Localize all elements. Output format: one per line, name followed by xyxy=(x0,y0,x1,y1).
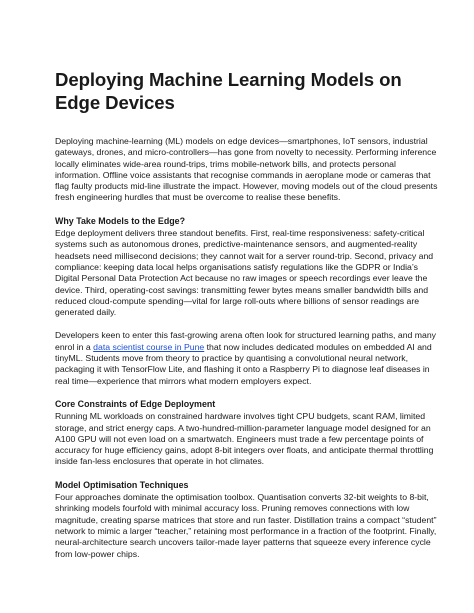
section-body-why-edge: Edge deployment delivers three standout benefits. First, real-time responsiveness: safety-critical systems such as autonomous drones, predictive-maintenance sensors, and augmented-reality headsets need millisecond decisions; they cannot wait for a server round-trip. Second, privacy and compliance: keeping data local helps organisations satisfy regulations like the GDPR or India’s Digital Personal Data Protection Act because no raw images or speech recordings ever leave the device. Third, operating-cost savings: transmitting fewer bytes means smaller bandwidth bills and reduced cloud-compute spending—vital for large roll-outs where billions of sensor readings are generated daily. xyxy=(55,228,434,318)
section-body-optimisation: Four approaches dominate the optimisation toolbox. Quantisation converts 32-bit weights to 8-bit, shrinking models fourfold with minimal accuracy loss. Pruning removes connections with low magnitude, creating sparse matrices that store and run faster. Distillation trains a compact “student” network to mimic a larger “teacher,” retaining most performance in a fraction of the footprint. Finally, neural-architecture search uncovers tailor-made layer patterns that squeeze every inference cycle from low-power chips. xyxy=(55,492,437,559)
developers-text-after: that now includes dedicated modules on embedded AI and tinyML. Students move from theory to practice by quantising a convolutional neural network, packaging it with TensorFlow Lite, and flashing it onto a Raspberry Pi to diagnose leaf diseases in real time—experience that mirrors what modern employers expect. xyxy=(55,341,432,386)
developers-paragraph xyxy=(55,330,438,386)
page-title: Deploying Machine Learning Models on Edge Devices xyxy=(55,69,402,113)
section-heading-constraints: Core Constraints of Edge Deployment xyxy=(55,398,216,409)
course-link[interactable]: data scientist course in Pune xyxy=(93,341,205,352)
section-heading-why-edge: Why Take Models to the Edge? xyxy=(55,215,186,226)
intro-paragraph: Deploying machine-learning (ML) models on edge devices—smartphones, IoT sensors, industrial gateways, drones, and micro-controllers—has gone from novelty to necessity. Performing inference locally eliminates wide-area round-trips, trims mobile-network bills, and protects personal information. Offline voice assistants that recognise commands in aeroplane mode or cameras that flag faulty products mid-line illustrate the impact. However, moving models out of the cloud presents fresh engineering hurdles that must be overcome to realise these benefits. xyxy=(55,136,438,203)
section-body-constraints: Running ML workloads on constrained hardware involves tight CPU budgets, scant RAM, limited storage, and strict energy caps. A two-hundred-million-parameter language model designed for an A100 GPU will not even load on a smartwatch. Engineers must trade a few percentage points of accuracy for huge efficiency gains, adopt 8-bit integers over floats, and anticipate thermal throttling inside fan-less enclosures that operate in hot climates. xyxy=(55,411,434,467)
section-heading-optimisation: Model Optimisation Techniques xyxy=(55,479,189,490)
developers-text-before: Developers keen to enter this fast-growing arena often look for structured learning paths, and many enrol in a xyxy=(55,330,437,352)
